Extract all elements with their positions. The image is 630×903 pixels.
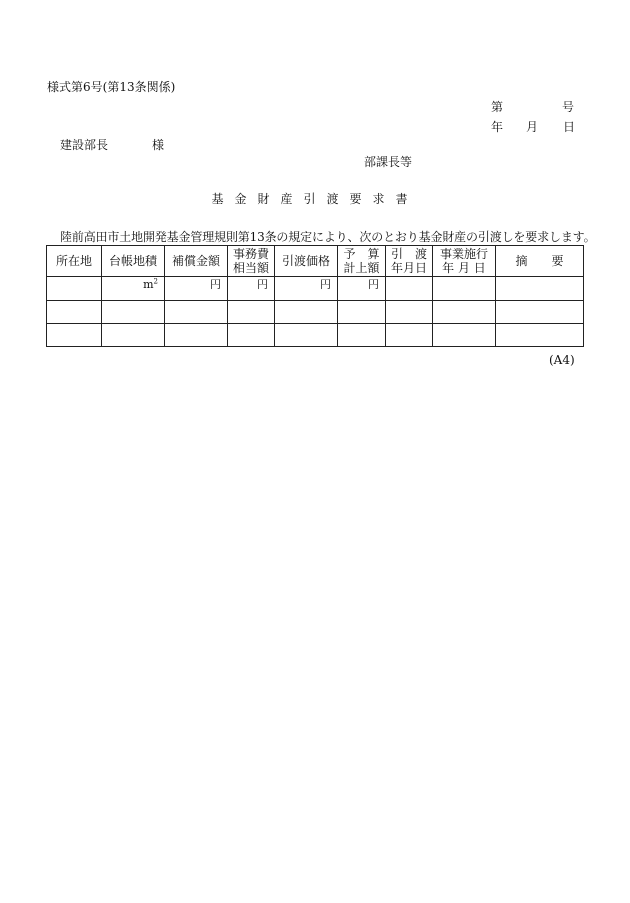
header-label-line1: 事業施行: [439, 247, 488, 261]
header-ledger-area: [102, 246, 165, 277]
addressee-honorific: 様: [152, 138, 165, 152]
yen-unit: 円: [320, 278, 331, 291]
header-label-line2: 計上額: [343, 261, 380, 275]
document-title: 基金財産引渡要求書: [211, 192, 419, 206]
header-remarks: [496, 246, 584, 277]
yen-unit: 円: [257, 278, 268, 291]
table-cell[interactable]: [47, 324, 102, 347]
table-cell[interactable]: [433, 324, 496, 347]
transfer-request-table: [46, 245, 584, 347]
table-cell[interactable]: [496, 277, 584, 301]
header-label-line1: 引 渡: [390, 247, 427, 261]
table-row: [47, 324, 584, 347]
yen-unit-cell[interactable]: [165, 277, 228, 301]
table-cell[interactable]: [433, 301, 496, 324]
header-label: 摘 要: [515, 254, 564, 268]
yen-unit: 円: [210, 278, 221, 291]
date-year-label: 年: [491, 120, 504, 134]
table-row-units: [47, 277, 584, 301]
table-cell[interactable]: [338, 301, 386, 324]
header-label-line2: 年月日: [390, 261, 427, 275]
document-number-label: 第: [491, 100, 504, 114]
yen-unit-cell[interactable]: [338, 277, 386, 301]
header-location: [47, 246, 102, 277]
yen-unit-cell[interactable]: [228, 277, 275, 301]
table-cell[interactable]: [338, 324, 386, 347]
header-label-line2: 相当額: [232, 261, 269, 275]
table-cell[interactable]: [165, 301, 228, 324]
header-label: 台帳地積: [108, 254, 157, 268]
table-cell[interactable]: [47, 277, 102, 301]
header-budget-amount: [338, 246, 386, 277]
header-label-line1: 予 算: [343, 247, 380, 261]
header-label: 補償金額: [171, 254, 220, 268]
document-number-suffix: 号: [562, 100, 575, 114]
header-compensation: [165, 246, 228, 277]
area-unit: $m^2$: [143, 277, 158, 291]
table-cell[interactable]: [165, 324, 228, 347]
table-cell[interactable]: [496, 324, 584, 347]
yen-unit: 円: [368, 278, 379, 291]
header-project-date: [433, 246, 496, 277]
table-cell[interactable]: [386, 301, 433, 324]
table-cell[interactable]: [228, 301, 275, 324]
table-cell[interactable]: [275, 301, 338, 324]
date-month-label: 月: [526, 120, 539, 134]
header-transfer-date: [386, 246, 433, 277]
table-header-row: [47, 246, 584, 277]
sender-name: 部課長等: [364, 155, 413, 169]
paper-size-label: (A4): [549, 353, 575, 367]
table-cell[interactable]: [275, 324, 338, 347]
table-cell[interactable]: [228, 324, 275, 347]
header-transfer-price: [275, 246, 338, 277]
addressee-name: 建設部長: [60, 138, 109, 152]
area-unit-cell[interactable]: [102, 277, 165, 301]
table-cell[interactable]: [386, 324, 433, 347]
table-cell[interactable]: [102, 301, 165, 324]
yen-unit-cell[interactable]: [275, 277, 338, 301]
header-label-line1: 事務費: [232, 247, 269, 261]
form-id: 様式第6号(第13条関係): [47, 80, 176, 94]
header-label-line2: 年 月 日: [442, 261, 486, 275]
table-cell[interactable]: [496, 301, 584, 324]
table-cell[interactable]: [102, 324, 165, 347]
date-day-label: 日: [563, 120, 576, 134]
table-cell[interactable]: [433, 277, 496, 301]
header-office-expense: [228, 246, 275, 277]
body-text: 陸前高田市土地開発基金管理規則第13条の規定により、次のとおり基金財産の引渡しを要求します。: [60, 230, 596, 244]
table-cell[interactable]: [386, 277, 433, 301]
table-cell[interactable]: [47, 301, 102, 324]
table-row: [47, 301, 584, 324]
header-label: 引渡価格: [281, 254, 330, 268]
header-label: 所在地: [55, 254, 92, 268]
